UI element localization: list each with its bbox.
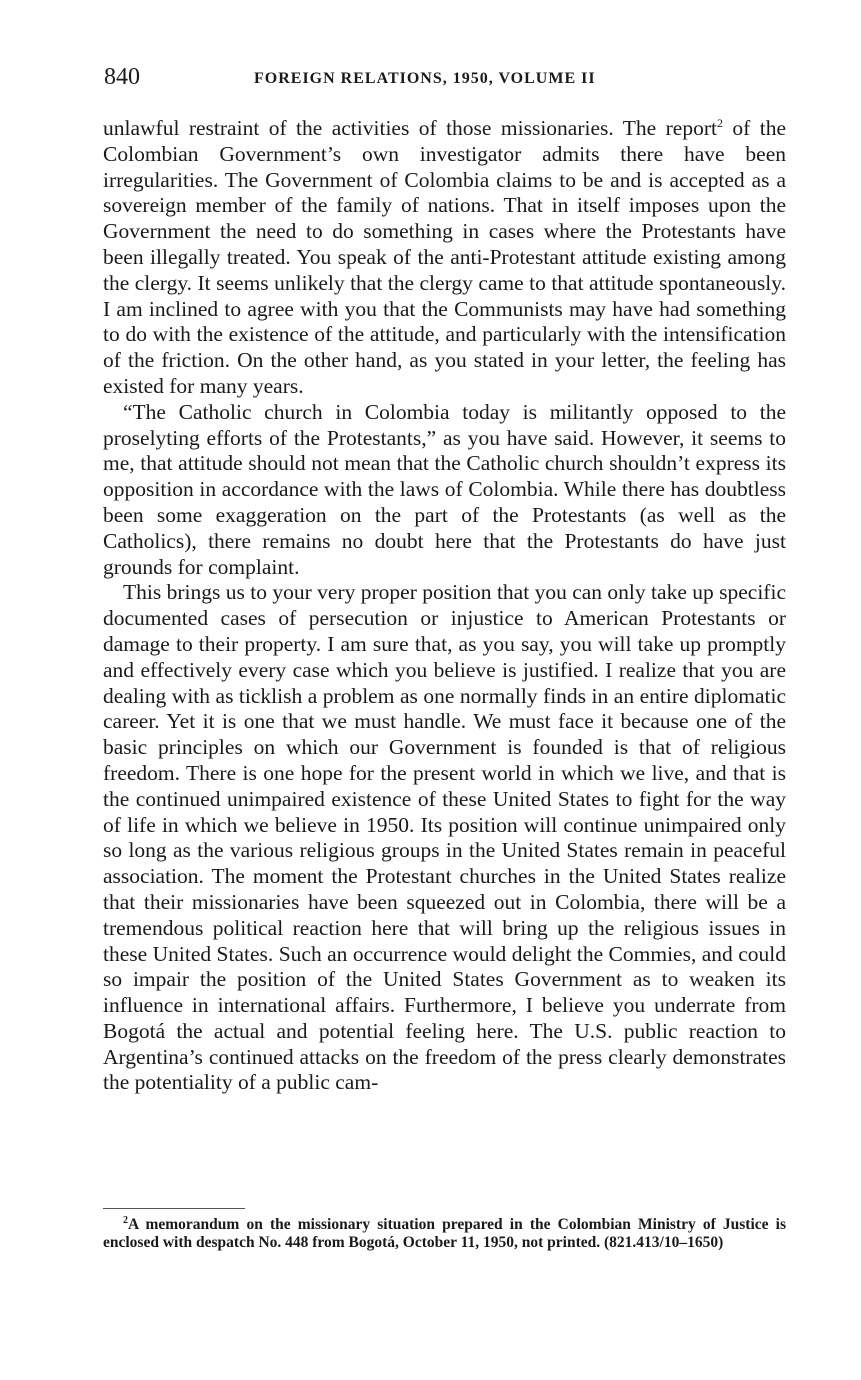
footnote-divider (103, 1208, 245, 1209)
paragraph-1-text: unlawful restraint of the activities of those missionaries. The report (103, 116, 717, 140)
page-number: 840 (104, 64, 140, 90)
footnote-mark: 2 (123, 1214, 128, 1226)
body-text (103, 116, 786, 1096)
paragraph-1-text-continued: of the Colombian Government’s own investigator admits there have been irregularities. The Government of Colombia claims to be and is accepted as a sovereign member of the family of nations. That in itself imposes upon the Government the need to do something in cases where the Protestants have been illegally treated. You speak of the anti-Protestant attitude existing among the clergy. It seems unlikely that the clergy came to that attitude spontaneously. I am inclined to agree with you that the Communists may have had something to do with the existence of the attitude, and particularly with the intensification of the friction. On the other hand, as you stated in your letter, the feeling has existed for many years. (103, 116, 787, 398)
paragraph-1 (103, 116, 786, 400)
footnote (103, 1216, 786, 1252)
footnote-reference: 2 (716, 115, 723, 130)
footnote-text: A memorandum on the missionary situation prepared in the Colombian Ministry of Justice is enclosed with despatch No. 448 from Bogotá, October 11, 1950, not printed. (821.413/10–1650) (103, 1216, 786, 1251)
page-header (104, 64, 784, 94)
running-head: FOREIGN RELATIONS, 1950, VOLUME II (254, 70, 596, 87)
paragraph-3: This brings us to your very proper position that you can only take up specific documented cases of persecution or injustice to American Protestants or damage to their property. I am sure that, as you say, you will take up promptly and effectively every case which you believe is justified. I realize that you are dealing with as ticklish a problem as one normally finds in an entire diplomatic career. Yet it is one that we must handle. We must face it because one of the basic principles on which our Government is founded is that of religious freedom. There is one hope for the present world in which we live, and that is the continued unimpaired existence of these United States to fight for the way of life in which we believe in 1950. Its position will continue unimpaired only so long as the various religious groups in the United States remain in peaceful association. The moment the Protestant churches in the United States realize that their missionaries have been squeezed out in Colombia, there will be a tremendous political reaction here that will bring up the religious issues in these United States. Such an occurrence would delight the Commies, and could so impair the position of the United States Government as to weaken its influence in international affairs. Furthermore, I believe you underrate from Bogotá the actual and potential feeling here. The U.S. public reaction to Argentina’s continued attacks on the freedom of the press clearly demonstrates the potentiality of a public cam- (103, 580, 786, 1095)
paragraph-2: “The Catholic church in Colombia today is militantly opposed to the proselyting efforts of the Protestants,” as you have said. However, it seems to me, that attitude should not mean that the Catholic church shouldn’t express its opposition in accordance with the laws of Colombia. While there has doubtless been some exaggeration on the part of the Protestants (as well as the Catholics), there remains no doubt here that the Protestants do have just grounds for complaint. (103, 399, 786, 579)
